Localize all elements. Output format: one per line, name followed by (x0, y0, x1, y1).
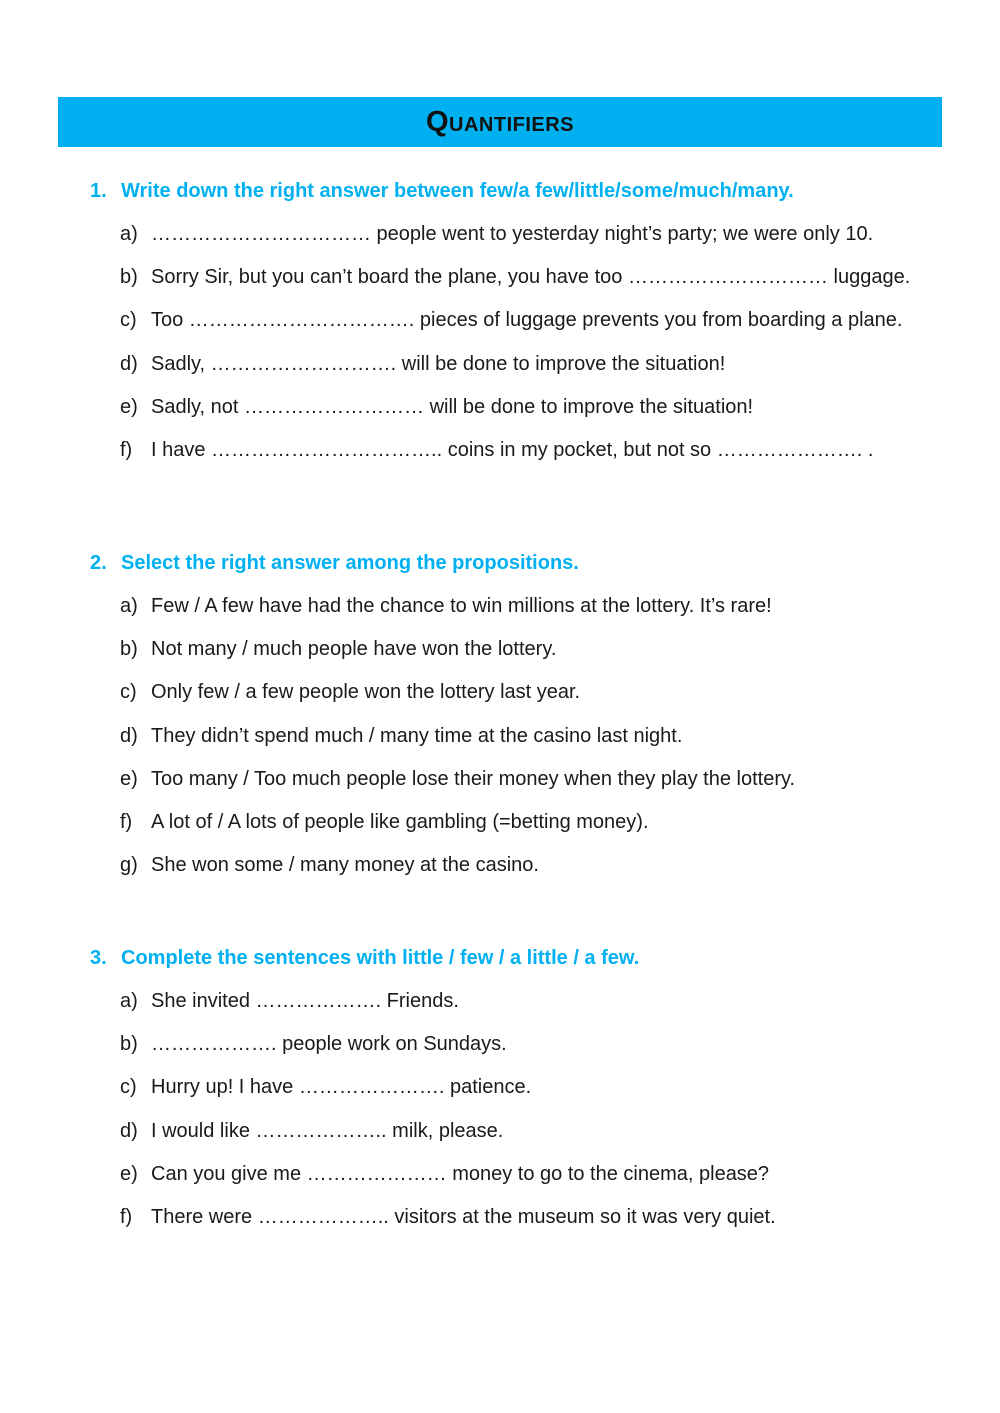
item-letter: e) (120, 395, 138, 418)
exercise-number: 2. (90, 552, 107, 574)
item-letter: f) (120, 438, 133, 461)
list-item (90, 1205, 950, 1248)
item-text: I would like ……………….. milk, please. (151, 1119, 504, 1142)
item-text: A lot of / A lots of people like gambling (=betting money). (151, 810, 649, 833)
item-text: Only few / a few people won the lottery last year. (151, 681, 581, 704)
item-letter: f) (120, 810, 133, 833)
list-item (90, 594, 950, 637)
list-item (90, 767, 950, 810)
exercise-number: 3. (90, 947, 107, 969)
exercise-2 (90, 551, 950, 896)
item-text: …………………………… people went to yesterday night’s party; we were only 10. (151, 223, 874, 245)
list-item (90, 853, 950, 896)
list-item (90, 308, 950, 351)
item-text: Not many / much people have won the lottery. (151, 638, 557, 661)
list-item (90, 222, 950, 265)
item-letter: c) (120, 1076, 137, 1099)
item-text: Sadly, not ……………………… will be done to improve the situation! (151, 395, 754, 418)
exercise-heading (90, 179, 950, 203)
item-text: Few / A few have had the chance to win millions at the lottery. It’s rare! (151, 595, 772, 617)
item-letter: a) (120, 990, 138, 1012)
list-item (90, 352, 950, 395)
exercise-heading (90, 551, 950, 575)
item-letter: a) (120, 595, 138, 617)
item-text: Sadly, ………………………. will be done to improve the situation! (151, 352, 726, 375)
list-item (90, 637, 950, 680)
list-item (90, 680, 950, 723)
list-item (90, 1075, 950, 1118)
list-item (90, 989, 950, 1032)
item-letter: c) (120, 309, 137, 332)
exercise-1 (90, 179, 950, 481)
exercise-instruction: Complete the sentences with little / few / a little / a few. (121, 947, 640, 969)
exercise-number: 1. (90, 180, 107, 202)
item-text: ………………. people work on Sundays. (151, 1033, 507, 1056)
list-item (90, 724, 950, 767)
exercise-heading (90, 946, 950, 970)
item-letter: f) (120, 1205, 133, 1228)
item-letter: a) (120, 223, 138, 245)
list-item (90, 1162, 950, 1205)
list-item (90, 395, 950, 438)
item-letter: c) (120, 681, 137, 704)
list-item (90, 810, 950, 853)
list-item (90, 1119, 950, 1162)
item-letter: d) (120, 724, 138, 747)
item-text: Sorry Sir, but you can’t board the plane, you have too ………………………… luggage. (151, 266, 911, 289)
list-item (90, 1032, 950, 1075)
exercise-instruction: Select the right answer among the propositions. (121, 552, 579, 574)
item-text: She won some / many money at the casino. (151, 854, 539, 877)
item-text: Too many / Too much people lose their money when they play the lottery. (151, 767, 796, 790)
item-text: I have …………………………….. coins in my pocket, but not so …………………. . (151, 438, 874, 461)
item-letter: d) (120, 1119, 138, 1142)
list-item (90, 265, 950, 308)
item-letter: e) (120, 1162, 138, 1185)
item-letter: d) (120, 352, 138, 375)
item-letter: b) (120, 638, 138, 661)
exercise-instruction: Write down the right answer between few/a few/little/some/much/many. (121, 180, 794, 202)
item-letter: b) (120, 266, 138, 289)
item-text: Hurry up! I have …………………. patience. (151, 1076, 532, 1099)
item-letter: g) (120, 854, 138, 877)
item-text: Can you give me ………………… money to go to the cinema, please? (151, 1162, 770, 1185)
item-letter: e) (120, 767, 138, 790)
item-text: They didn’t spend much / many time at the casino last night. (151, 724, 683, 747)
exercise-3 (90, 946, 950, 1248)
item-text: Too ……………………………. pieces of luggage prevents you from boarding a plane. (151, 309, 903, 332)
item-text: There were ……………….. visitors at the museum so it was very quiet. (151, 1205, 776, 1228)
title-banner (58, 97, 942, 147)
page-title: Quantifiers (425, 105, 575, 138)
item-text: She invited ………………. Friends. (151, 990, 459, 1012)
item-letter: b) (120, 1033, 138, 1056)
list-item (90, 438, 950, 481)
